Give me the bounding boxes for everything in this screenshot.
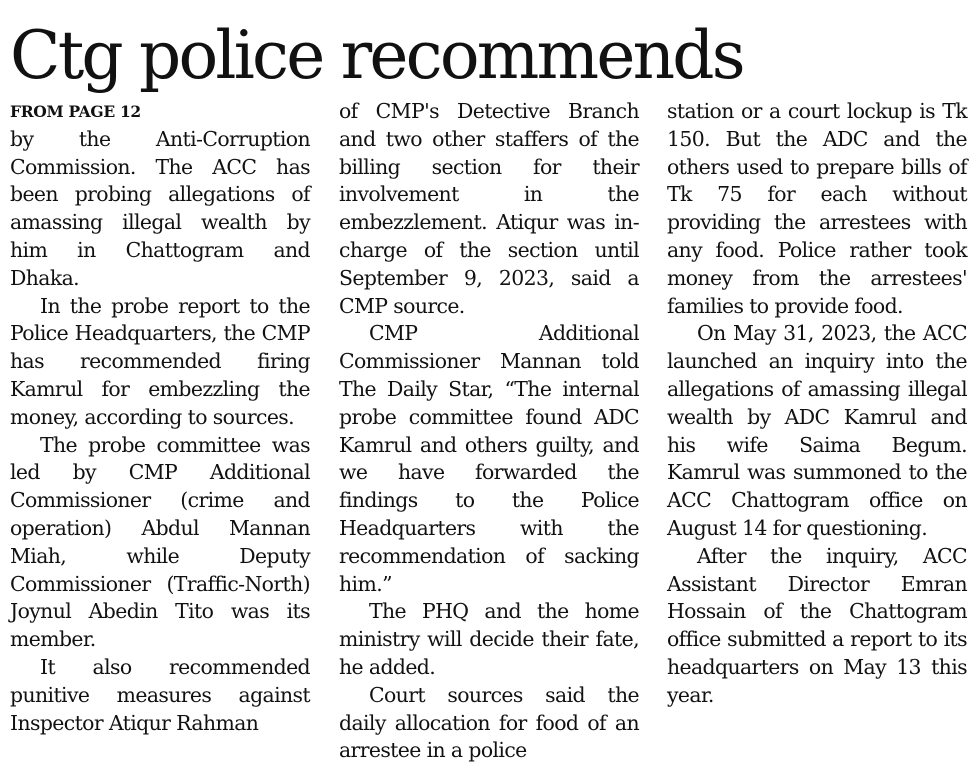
article-column-3 [667, 98, 967, 710]
column-2-paragraph-2: CMP Additional Commissioner Mannan told The Daily Star, “The internal probe committee found ADC Kamrul and others guilty, and we have forwarded the findings to the Police Headquarters with the recommendation of sacking him.” [339, 321, 639, 596]
column-2-paragraph-4: Court sources said the daily allocation for food of an arrestee in a police [339, 682, 639, 763]
column-3-paragraph-1: station or a court lockup is Tk 150. But the ADC and the others used to prepare bills of Tk 75 for each without providing the arrestees with any food. Police rather took money from the arrestees' families to provide food. [667, 99, 967, 318]
column-1-paragraph-2: In the probe report to the Police Headquarters, the CMP has recommended firing Kamrul for embezzling the money, according to sources. [10, 293, 310, 429]
continuation-kicker: FROM PAGE 12 [10, 102, 141, 121]
column-3-paragraph-2: On May 31, 2023, the ACC launched an inquiry into the allegations of amassing illegal wealth by ADC Kamrul and his wife Saima Begum. Kamrul was summoned to the ACC Chattogram office on August 14 for questioning. [667, 321, 967, 540]
column-3-paragraph-3: After the inquiry, ACC Assistant Director Emran Hossain of the Chattogram office submitted a report to its headquarters on May 13 this year. [667, 543, 967, 707]
column-2-paragraph-1: of CMP's Detective Branch and two other staffers of the billing section for their involvement in the embezzlement. Atiqur was in-charge of the section until September 9, 2023, said a CMP source. [339, 99, 639, 318]
article-headline: Ctg police recommends [10, 17, 743, 94]
column-1-paragraph-1: by the Anti-Corruption Commission. The ACC has been probing allegations of amassing illegal wealth by him in Chattogram and Dhaka. [10, 126, 310, 290]
column-2-paragraph-3: The PHQ and the home ministry will decide their fate, he added. [339, 599, 639, 679]
column-1-paragraph-4: It also recommended punitive measures against Inspector Atiqur Rahman [10, 654, 310, 735]
column-1-paragraph-3: The probe committee was led by CMP Additional Commissioner (crime and operation) Abdul Mannan Miah, while Deputy Commissioner (Traffic-North) Joynul Abedin Tito was its member. [10, 432, 310, 652]
article-column-1 [10, 98, 310, 737]
article-column-2 [339, 98, 639, 765]
